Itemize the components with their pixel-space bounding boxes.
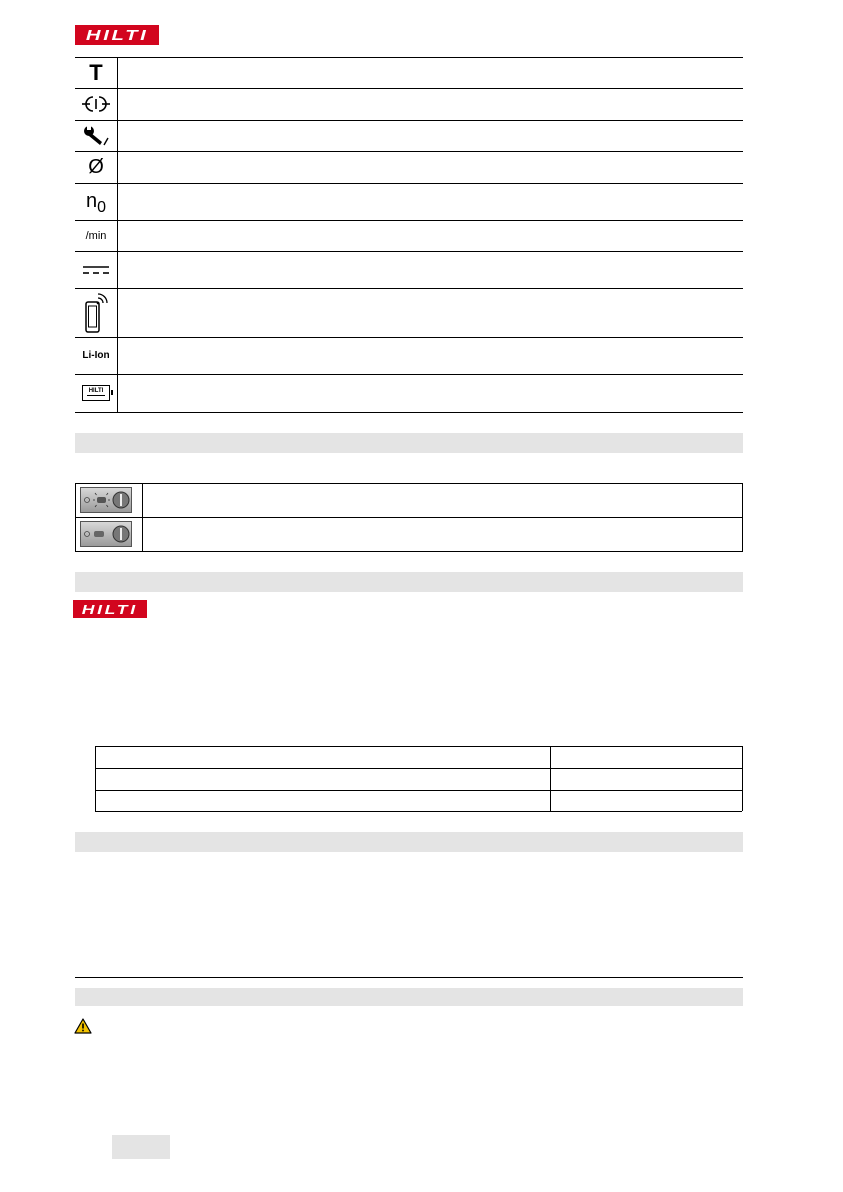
- page-number-box: [112, 1135, 170, 1159]
- wrench-icon: [75, 120, 117, 151]
- section-heading-band: [75, 988, 743, 1006]
- warning-icon: [74, 1018, 92, 1034]
- section-divider: [75, 977, 743, 978]
- hilti-logo: HILTI: [75, 25, 159, 45]
- hammer-icon: T: [89, 59, 103, 85]
- hilti-battery-icon: HILTI: [75, 374, 117, 412]
- led-off-icon: [80, 521, 132, 547]
- per-minute-icon: /min: [85, 229, 107, 242]
- section-heading-band: [75, 832, 743, 852]
- li-ion-icon: Li-Ion: [82, 350, 110, 361]
- rotary-drilling-icon: [75, 88, 117, 120]
- phone-connectivity-icon: [75, 288, 117, 337]
- led-blinking-icon: [80, 487, 132, 513]
- hilti-logo: HILTI: [73, 600, 147, 618]
- no-load-speed-icon: n 0: [85, 190, 107, 216]
- section-heading-band: [75, 572, 743, 592]
- diameter-icon: Ø: [88, 155, 104, 178]
- direct-current-icon: [75, 251, 117, 288]
- section-heading-band: [75, 433, 743, 453]
